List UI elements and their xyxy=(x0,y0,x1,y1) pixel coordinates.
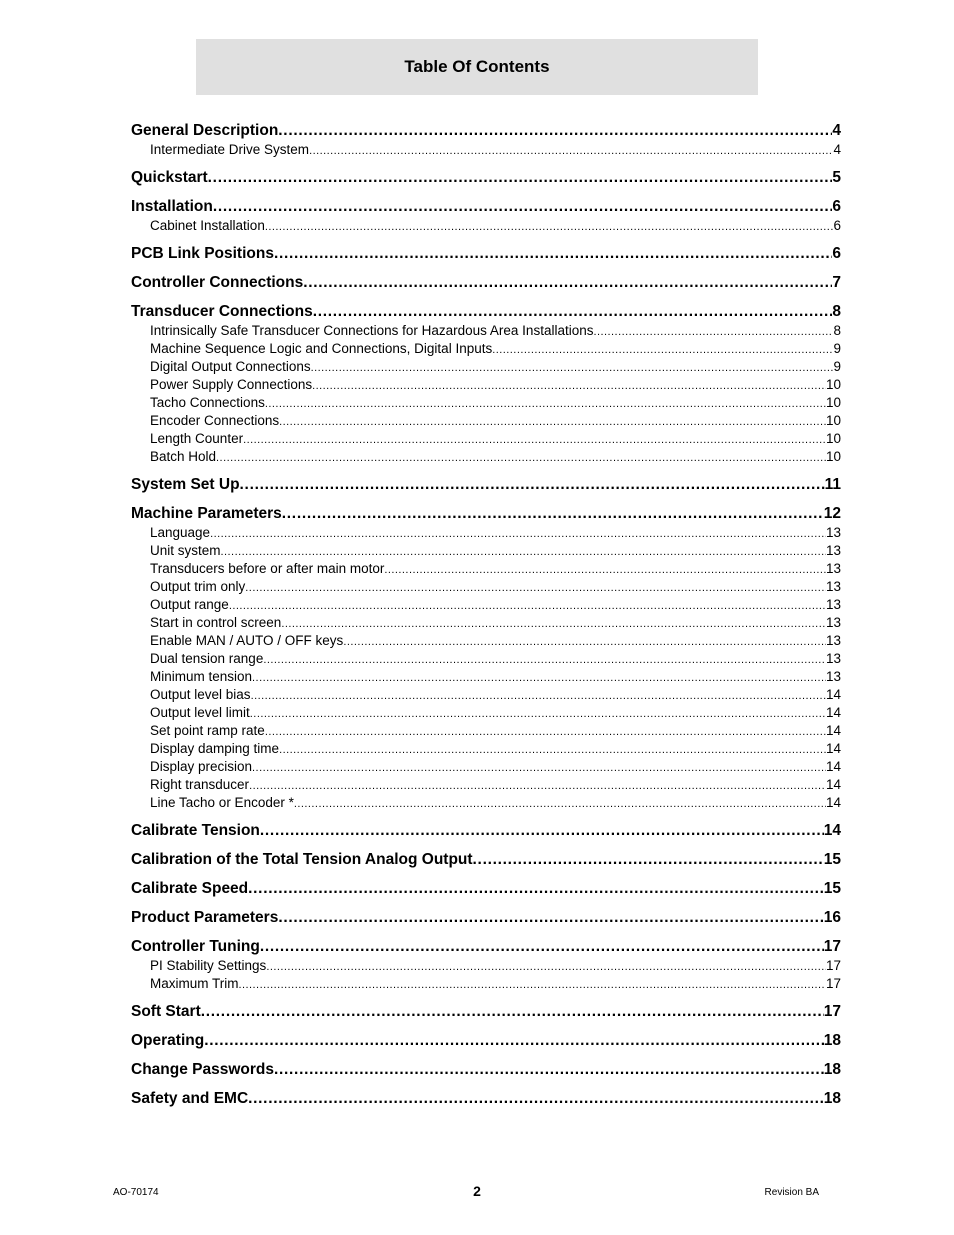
toc-leader-dots xyxy=(343,632,826,651)
toc-leader-dots xyxy=(204,1031,824,1051)
toc-entry-title: Power Supply Connections xyxy=(150,377,313,392)
toc-entry-title: Dual tension range xyxy=(150,651,264,666)
toc-leader-dots xyxy=(260,821,824,841)
toc-leader-dots xyxy=(260,937,824,957)
toc-leader-dots xyxy=(473,850,824,870)
toc-entry-title: Digital Output Connections xyxy=(150,359,311,374)
toc-subentry[interactable] xyxy=(131,668,841,686)
toc-leader-dots xyxy=(492,340,833,359)
toc-leader-dots xyxy=(312,376,826,395)
toc-entry-page: 13 xyxy=(825,651,841,666)
toc-entry-page: 14 xyxy=(823,822,841,839)
toc-entry-title: Length Counter xyxy=(150,431,244,446)
toc-entry[interactable] xyxy=(131,1002,841,1022)
toc-entry-title: Output level bias xyxy=(150,687,251,702)
toc-subentry[interactable] xyxy=(131,650,841,668)
toc-subentry[interactable] xyxy=(131,542,841,560)
toc-subentry[interactable] xyxy=(131,141,841,159)
toc-subentry[interactable] xyxy=(131,560,841,578)
toc-leader-dots xyxy=(303,273,832,293)
toc-entry-page: 13 xyxy=(825,669,841,684)
toc-leader-dots xyxy=(313,302,833,322)
table-of-contents xyxy=(131,121,841,1109)
toc-entry-page: 14 xyxy=(825,795,841,810)
toc-entry-page: 16 xyxy=(823,909,841,926)
toc-entry-title: Calibration of the Total Tension Analog Output xyxy=(131,851,473,868)
toc-entry[interactable] xyxy=(131,244,841,264)
toc-entry-page: 6 xyxy=(832,198,841,215)
toc-subentry[interactable] xyxy=(131,217,841,235)
toc-entry-title: Product Parameters xyxy=(131,909,279,926)
toc-leader-dots xyxy=(250,704,826,723)
toc-entry-page: 13 xyxy=(825,561,841,576)
toc-subentry[interactable] xyxy=(131,758,841,776)
toc-subentry[interactable] xyxy=(131,704,841,722)
toc-leader-dots xyxy=(243,430,826,449)
toc-subentry[interactable] xyxy=(131,632,841,650)
toc-entry-title: Enable MAN / AUTO / OFF keys xyxy=(150,633,344,648)
toc-leader-dots xyxy=(249,776,826,795)
toc-entry-page: 13 xyxy=(825,579,841,594)
toc-subentry[interactable] xyxy=(131,957,841,975)
toc-entry-title: Cabinet Installation xyxy=(150,218,265,233)
toc-entry-title: Unit system xyxy=(150,543,221,558)
toc-leader-dots xyxy=(294,794,826,813)
toc-entry-page: 10 xyxy=(825,413,841,428)
toc-entry-page: 14 xyxy=(825,759,841,774)
toc-subentry[interactable] xyxy=(131,686,841,704)
toc-entry-page: 8 xyxy=(832,303,841,320)
toc-leader-dots xyxy=(245,578,826,597)
toc-entry-page: 18 xyxy=(823,1061,841,1078)
toc-entry[interactable] xyxy=(131,821,841,841)
toc-leader-dots xyxy=(265,394,826,413)
toc-entry-page: 14 xyxy=(825,705,841,720)
toc-entry-title: Machine Sequence Logic and Connections, Digital Inputs xyxy=(150,341,493,356)
toc-entry[interactable] xyxy=(131,908,841,928)
toc-entry-title: Tacho Connections xyxy=(150,395,265,410)
toc-subentry[interactable] xyxy=(131,322,841,340)
toc-leader-dots xyxy=(274,1060,824,1080)
toc-subentry[interactable] xyxy=(131,376,841,394)
toc-entry-title: Maximum Trim xyxy=(150,976,239,991)
toc-leader-dots xyxy=(282,504,824,524)
title-box xyxy=(196,39,758,95)
toc-leader-dots xyxy=(266,957,826,976)
toc-leader-dots xyxy=(278,908,823,928)
footer-revision: Revision BA xyxy=(764,1187,819,1198)
toc-entry-page: 18 xyxy=(823,1032,841,1049)
toc-entry-title: Calibrate Tension xyxy=(131,822,260,839)
toc-subentry[interactable] xyxy=(131,412,841,430)
toc-leader-dots xyxy=(239,975,826,994)
toc-entry-title: Intermediate Drive System xyxy=(150,142,310,157)
toc-subentry[interactable] xyxy=(131,975,841,993)
toc-entry-page: 8 xyxy=(833,323,841,338)
toc-entry-page: 4 xyxy=(833,142,841,157)
toc-entry-page: 15 xyxy=(823,851,841,868)
toc-entry-page: 14 xyxy=(825,741,841,756)
toc-entry-page: 13 xyxy=(825,525,841,540)
toc-entry-title: Change Passwords xyxy=(131,1061,274,1078)
toc-entry[interactable] xyxy=(131,1031,841,1051)
toc-entry-title: Right transducer xyxy=(150,777,250,792)
toc-entry-title: Installation xyxy=(131,198,213,215)
toc-entry-title: Transducers before or after main motor xyxy=(150,561,385,576)
toc-leader-dots xyxy=(252,668,826,687)
toc-entry-title: Safety and EMC xyxy=(131,1090,249,1107)
toc-leader-dots xyxy=(251,686,826,705)
toc-entry-page: 9 xyxy=(833,359,841,374)
toc-leader-dots xyxy=(208,168,833,188)
toc-entry-title: Set point ramp rate xyxy=(150,723,265,738)
toc-entry-page: 11 xyxy=(824,476,841,493)
toc-entry-page: 17 xyxy=(825,958,841,973)
toc-entry-title: System Set Up xyxy=(131,476,240,493)
toc-entry-title: Start in control screen xyxy=(150,615,282,630)
toc-subentry[interactable] xyxy=(131,596,841,614)
page-title: Table Of Contents xyxy=(404,57,550,76)
toc-entry-page: 14 xyxy=(825,777,841,792)
toc-entry-title: Batch Hold xyxy=(150,449,217,464)
toc-entry-title: Controller Tuning xyxy=(131,938,260,955)
toc-leader-dots xyxy=(248,879,824,899)
toc-subentry[interactable] xyxy=(131,578,841,596)
toc-entry-page: 13 xyxy=(825,597,841,612)
toc-entry[interactable] xyxy=(131,168,841,188)
toc-subentry[interactable] xyxy=(131,794,841,812)
toc-entry-page: 6 xyxy=(832,245,841,262)
toc-leader-dots xyxy=(279,740,826,759)
toc-entry-title: General Description xyxy=(131,122,279,139)
footer-page-number: 2 xyxy=(473,1183,481,1199)
toc-entry-title: Calibrate Speed xyxy=(131,880,249,897)
toc-entry[interactable] xyxy=(131,850,841,870)
toc-leader-dots xyxy=(213,197,833,217)
toc-entry-title: Quickstart xyxy=(131,169,208,186)
toc-subentry[interactable] xyxy=(131,740,841,758)
toc-entry-page: 10 xyxy=(825,377,841,392)
toc-leader-dots xyxy=(240,475,825,495)
toc-entry-title: Line Tacho or Encoder * xyxy=(150,795,294,810)
toc-entry-page: 17 xyxy=(823,938,841,955)
toc-leader-dots xyxy=(252,758,826,777)
toc-entry-title: Intrinsically Safe Transducer Connections for Hazardous Area Installations xyxy=(150,323,594,338)
toc-subentry[interactable] xyxy=(131,776,841,794)
toc-leader-dots xyxy=(221,542,826,561)
toc-entry-title: Soft Start xyxy=(131,1003,201,1020)
toc-subentry[interactable] xyxy=(131,722,841,740)
toc-leader-dots xyxy=(210,524,826,543)
toc-entry-title: Encoder Connections xyxy=(150,413,280,428)
toc-entry[interactable] xyxy=(131,1089,841,1109)
toc-entry[interactable] xyxy=(131,302,841,322)
toc-entry-page: 18 xyxy=(823,1090,841,1107)
toc-entry-page: 5 xyxy=(832,169,841,186)
toc-entry[interactable] xyxy=(131,273,841,293)
toc-entry-page: 14 xyxy=(825,723,841,738)
toc-leader-dots xyxy=(279,412,826,431)
toc-leader-dots xyxy=(265,217,834,236)
toc-entry-page: 17 xyxy=(825,976,841,991)
toc-entry-page: 13 xyxy=(825,615,841,630)
toc-entry-page: 10 xyxy=(825,395,841,410)
toc-leader-dots xyxy=(216,448,826,467)
toc-entry[interactable] xyxy=(131,121,841,141)
toc-subentry[interactable] xyxy=(131,524,841,542)
toc-entry-title: Display damping time xyxy=(150,741,280,756)
toc-entry[interactable] xyxy=(131,475,841,495)
toc-leader-dots xyxy=(311,358,834,377)
toc-leader-dots xyxy=(278,121,832,141)
toc-leader-dots xyxy=(229,596,826,615)
toc-leader-dots xyxy=(593,322,833,341)
toc-entry-page: 17 xyxy=(823,1003,841,1020)
toc-entry-page: 10 xyxy=(825,449,841,464)
toc-entry-title: Language xyxy=(150,525,211,540)
toc-leader-dots xyxy=(201,1002,824,1022)
toc-subentry[interactable] xyxy=(131,394,841,412)
toc-entry-title: Output trim only xyxy=(150,579,246,594)
toc-leader-dots xyxy=(248,1089,824,1109)
toc-entry[interactable] xyxy=(131,504,841,524)
toc-leader-dots xyxy=(309,141,833,160)
toc-entry-page: 15 xyxy=(823,880,841,897)
toc-subentry[interactable] xyxy=(131,358,841,376)
toc-entry[interactable] xyxy=(131,1060,841,1080)
toc-entry-page: 4 xyxy=(832,122,841,139)
toc-entry-title: Minimum tension xyxy=(150,669,253,684)
toc-entry[interactable] xyxy=(131,937,841,957)
toc-entry-page: 7 xyxy=(832,274,841,291)
toc-leader-dots xyxy=(384,560,826,579)
toc-entry-title: PCB Link Positions xyxy=(131,245,274,262)
toc-entry-page: 9 xyxy=(833,341,841,356)
toc-subentry[interactable] xyxy=(131,448,841,466)
toc-entry-title: PI Stability Settings xyxy=(150,958,267,973)
toc-subentry[interactable] xyxy=(131,614,841,632)
toc-entry-title: Operating xyxy=(131,1032,205,1049)
toc-entry-title: Output level limit xyxy=(150,705,250,720)
toc-entry-title: Machine Parameters xyxy=(131,505,282,522)
toc-entry-page: 12 xyxy=(823,505,841,522)
toc-subentry[interactable] xyxy=(131,340,841,358)
toc-leader-dots xyxy=(281,614,826,633)
toc-entry-page: 13 xyxy=(825,543,841,558)
toc-entry-page: 13 xyxy=(825,633,841,648)
toc-entry-title: Controller Connections xyxy=(131,274,304,291)
toc-subentry[interactable] xyxy=(131,430,841,448)
toc-leader-dots xyxy=(265,722,826,741)
toc-entry[interactable] xyxy=(131,879,841,899)
toc-leader-dots xyxy=(274,244,832,264)
toc-entry[interactable] xyxy=(131,197,841,217)
toc-entry-title: Display precision xyxy=(150,759,253,774)
footer-doc-number: AO-70174 xyxy=(113,1187,159,1198)
toc-entry-page: 6 xyxy=(833,218,841,233)
toc-entry-page: 14 xyxy=(825,687,841,702)
toc-entry-title: Transducer Connections xyxy=(131,303,313,320)
toc-entry-title: Output range xyxy=(150,597,229,612)
toc-entry-page: 10 xyxy=(825,431,841,446)
toc-leader-dots xyxy=(263,650,826,669)
